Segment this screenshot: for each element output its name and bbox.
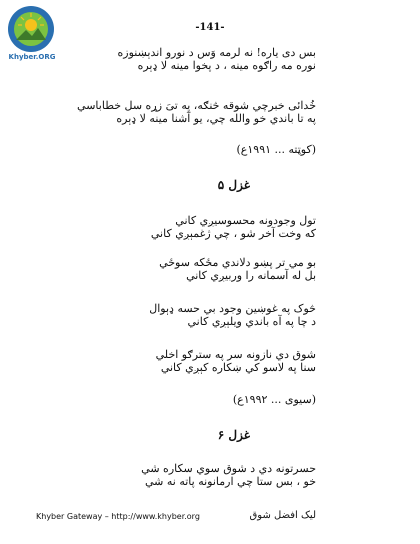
couplet [151,214,316,240]
date-note: (کوټته ... ۱۹۹۱ع) [236,143,316,156]
section-heading: غزل ۶ [217,428,250,442]
verse-line: څوک په غوښین وجود بي حسه ډېوال [149,302,316,315]
section-heading: غزل ۵ [217,178,250,192]
verse-line: د چا په آه باندي ویلېږي کاني [187,315,316,328]
verse-line: په تا باندي خو والله چي، یو آشنا مینه لا ډېره [116,112,316,125]
verse-line: بل له آسمانه را وربیږي کاني [186,269,316,282]
verse-line: حسرتونه دي د شوق سوي سکاره شي [141,462,316,475]
stanza-1 [118,46,317,72]
couplet [149,302,316,328]
page-number: -141- [195,22,225,33]
stanza-2 [77,99,316,125]
verse-line: سنا په لاسو کي ښکاره کېږي کاني [160,361,316,374]
verse-line: که وخت آخر شو ، چي ژغمېږي کاني [150,227,316,240]
verse-line: بس دی یاره! نه لرمه وَس د نورو اندېښنوزه [117,46,316,59]
verse-line: شوق دي نازونه سر په سترګو اخلي [155,348,316,361]
couplet [156,348,316,374]
verse-line: خو ، بس ستا چي ارمانونه پاته نه شي [145,475,316,488]
footer-author: لیک افضل شوق [249,510,316,521]
verse-line: نوره مه راګوه مینه ، د پخوا مینه لا ډېره [137,59,316,72]
verse-line: بو مي تر پښو دلاندي مځکه سوځي [159,256,316,269]
couplet [141,462,316,488]
couplet [159,256,316,282]
verse-line: خُدائی خبرچي شوقه څنګه، په تیَ زړه سل خطاباسي [77,99,316,112]
logo-caption: Khyber.ORG [8,53,56,61]
footer-source: Khyber Gateway – http://www.khyber.org [36,512,200,521]
verse-line: تول وجودونه محسوسیږي کاني [175,214,316,227]
date-note: (سیوی ... ۱۹۹۲ع) [232,393,316,406]
